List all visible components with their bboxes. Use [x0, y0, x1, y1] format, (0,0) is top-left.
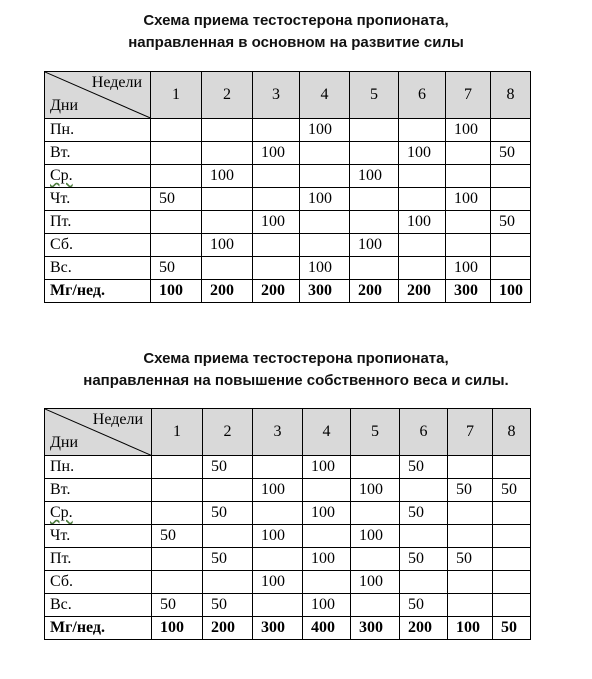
- table2-title-line-2: направленная на повышение собственного веса и силы.: [83, 372, 509, 389]
- dose-cell: [493, 548, 531, 571]
- table1-title-line-1: Схема приема тестостерона пропионата,: [143, 12, 449, 29]
- dose-cell: [151, 142, 202, 165]
- dose-cell: [203, 525, 253, 548]
- dose-cell: [151, 211, 202, 234]
- dose-cell: [399, 234, 446, 257]
- week-header-cell: 4: [300, 72, 350, 119]
- dose-cell: 50: [448, 479, 493, 502]
- days-header-label: Дни: [50, 434, 79, 451]
- dose-cell: 100: [446, 257, 491, 280]
- week-header-cell: 5: [350, 72, 399, 119]
- dose-cell: [152, 548, 203, 571]
- dose-cell: [491, 257, 531, 280]
- dose-cell: 100: [399, 142, 446, 165]
- dose-cell: [493, 571, 531, 594]
- dose-cell: [202, 211, 253, 234]
- dose-cell: 100: [300, 257, 350, 280]
- table-row: [45, 142, 531, 165]
- table-row: [45, 594, 531, 617]
- weeks-header-label: Недели: [92, 411, 143, 428]
- dose-cell: [350, 257, 399, 280]
- dose-cell: 100: [350, 234, 399, 257]
- total-row: [45, 280, 531, 303]
- dose-cell: 100: [300, 119, 350, 142]
- day-label-cell: Сб.: [45, 234, 151, 257]
- dose-cell: [448, 456, 493, 479]
- dose-cell: [151, 119, 202, 142]
- dose-cell: [253, 456, 303, 479]
- total-dose-cell: 50: [493, 617, 531, 640]
- total-dose-cell: 200: [203, 617, 253, 640]
- dose-cell: [253, 594, 303, 617]
- table2-title: [0, 348, 592, 392]
- dose-cell: 50: [152, 525, 203, 548]
- dose-cell: [491, 234, 531, 257]
- dose-cell: [400, 571, 448, 594]
- week-header-cell: 7: [446, 72, 491, 119]
- day-label-cell: Пн.: [45, 119, 151, 142]
- table-row: [45, 548, 531, 571]
- day-label-cell: Вс.: [45, 257, 151, 280]
- dose-cell: [351, 548, 400, 571]
- dose-cell: [493, 456, 531, 479]
- dose-cell: 100: [300, 188, 350, 211]
- dose-cell: 50: [203, 456, 253, 479]
- total-dose-cell: 200: [400, 617, 448, 640]
- week-header-cell: 2: [202, 72, 253, 119]
- dose-cell: [351, 456, 400, 479]
- dose-cell: [493, 525, 531, 548]
- dose-cell: [446, 142, 491, 165]
- dose-cell: [253, 234, 300, 257]
- dose-cell: 50: [203, 548, 253, 571]
- dose-cell: 50: [491, 211, 531, 234]
- table-row: [45, 479, 531, 502]
- dose-cell: 100: [351, 525, 400, 548]
- dose-cell: 50: [400, 594, 448, 617]
- dose-cell: [253, 188, 300, 211]
- dose-cell: [202, 257, 253, 280]
- total-dose-cell: 200: [350, 280, 399, 303]
- dose-cell: 100: [253, 571, 303, 594]
- total-dose-cell: 200: [202, 280, 253, 303]
- dose-cell: 100: [351, 571, 400, 594]
- corner-header-cell: [45, 409, 152, 456]
- dose-cell: 100: [446, 119, 491, 142]
- dose-cell: [448, 594, 493, 617]
- week-header-cell: 2: [203, 409, 253, 456]
- total-label-cell: Мг/нед.: [45, 280, 151, 303]
- week-header-cell: 1: [151, 72, 202, 119]
- day-label-cell: Пт.: [45, 211, 151, 234]
- dose-cell: [202, 188, 253, 211]
- dose-cell: 100: [303, 548, 351, 571]
- table-row: [45, 571, 531, 594]
- day-label-cell: Ср.: [45, 502, 152, 525]
- dose-cell: 50: [400, 502, 448, 525]
- dose-cell: 100: [253, 142, 300, 165]
- dose-cell: [446, 211, 491, 234]
- week-header-cell: 3: [253, 72, 300, 119]
- week-header-cell: 6: [400, 409, 448, 456]
- week-header-cell: 6: [399, 72, 446, 119]
- dose-cell: [303, 525, 351, 548]
- dose-cell: [399, 188, 446, 211]
- dose-cell: [300, 142, 350, 165]
- dose-cell: [303, 571, 351, 594]
- dose-cell: 50: [151, 257, 202, 280]
- dose-cell: 50: [151, 188, 202, 211]
- dose-cell: [400, 479, 448, 502]
- table-row: [45, 456, 531, 479]
- dose-cell: [253, 257, 300, 280]
- dose-cell: 100: [303, 594, 351, 617]
- week-header-cell: 5: [351, 409, 400, 456]
- day-label-cell: Пт.: [45, 548, 152, 571]
- day-label-cell: Пн.: [45, 456, 152, 479]
- dose-cell: [152, 571, 203, 594]
- schedule-table-weight-strength: [44, 408, 531, 640]
- dose-cell: [399, 165, 446, 188]
- week-header-cell: 1: [152, 409, 203, 456]
- dose-cell: 50: [400, 548, 448, 571]
- dose-cell: 100: [253, 479, 303, 502]
- dose-cell: 100: [446, 188, 491, 211]
- days-header-label: Дни: [50, 97, 79, 114]
- table-row: [45, 165, 531, 188]
- week-header-cell: 8: [493, 409, 531, 456]
- dose-cell: [303, 479, 351, 502]
- dose-cell: 50: [491, 142, 531, 165]
- dose-cell: [446, 165, 491, 188]
- table-row: [45, 234, 531, 257]
- dose-cell: 100: [202, 234, 253, 257]
- day-label-cell: Вс.: [45, 594, 152, 617]
- table2-title-line-1: Схема приема тестостерона пропионата,: [143, 350, 449, 367]
- dose-cell: 50: [203, 502, 253, 525]
- dose-cell: [253, 165, 300, 188]
- day-label-cell: Чт.: [45, 525, 152, 548]
- day-label-cell: Ср.: [45, 165, 151, 188]
- dose-cell: 100: [303, 456, 351, 479]
- dose-cell: 50: [203, 594, 253, 617]
- header-row: [45, 409, 531, 456]
- table1-title: [0, 10, 592, 54]
- dose-cell: [152, 479, 203, 502]
- dose-cell: [350, 119, 399, 142]
- table1-title-line-2: направленная в основном на развитие силы: [128, 34, 464, 51]
- total-dose-cell: 300: [351, 617, 400, 640]
- dose-cell: [152, 456, 203, 479]
- total-dose-cell: 300: [253, 617, 303, 640]
- dose-cell: [203, 479, 253, 502]
- total-dose-cell: 200: [399, 280, 446, 303]
- week-header-cell: 4: [303, 409, 351, 456]
- table-row: [45, 502, 531, 525]
- dose-cell: 50: [448, 548, 493, 571]
- total-dose-cell: 100: [151, 280, 202, 303]
- total-row: [45, 617, 531, 640]
- total-label-cell: Мг/нед.: [45, 617, 152, 640]
- dose-cell: 100: [303, 502, 351, 525]
- dose-cell: [399, 119, 446, 142]
- dose-cell: [253, 548, 303, 571]
- schedule-table-strength: [44, 71, 531, 303]
- corner-header-cell: [45, 72, 151, 119]
- dose-cell: [491, 188, 531, 211]
- dose-cell: [151, 165, 202, 188]
- dose-cell: [253, 502, 303, 525]
- dose-cell: [491, 119, 531, 142]
- dose-cell: 100: [253, 525, 303, 548]
- total-dose-cell: 100: [152, 617, 203, 640]
- week-header-cell: 7: [448, 409, 493, 456]
- dose-cell: [253, 119, 300, 142]
- dose-cell: [350, 188, 399, 211]
- table-row: [45, 119, 531, 142]
- dose-cell: [448, 525, 493, 548]
- week-header-cell: 3: [253, 409, 303, 456]
- table-row: [45, 211, 531, 234]
- total-dose-cell: 400: [303, 617, 351, 640]
- total-dose-cell: 100: [448, 617, 493, 640]
- dose-cell: [446, 234, 491, 257]
- total-dose-cell: 200: [253, 280, 300, 303]
- day-label-cell: Сб.: [45, 571, 152, 594]
- dose-cell: [350, 142, 399, 165]
- dose-cell: [300, 211, 350, 234]
- dose-cell: [202, 119, 253, 142]
- dose-cell: [448, 502, 493, 525]
- dose-cell: [202, 142, 253, 165]
- day-label-cell: Чт.: [45, 188, 151, 211]
- dose-cell: 100: [253, 211, 300, 234]
- day-label-cell: Вт.: [45, 142, 151, 165]
- dose-cell: [300, 234, 350, 257]
- dose-cell: [491, 165, 531, 188]
- header-row: [45, 72, 531, 119]
- dose-cell: [152, 502, 203, 525]
- dose-cell: 100: [202, 165, 253, 188]
- table-row: [45, 188, 531, 211]
- dose-cell: [400, 525, 448, 548]
- total-dose-cell: 100: [491, 280, 531, 303]
- dose-cell: [351, 502, 400, 525]
- dose-cell: [399, 257, 446, 280]
- dose-cell: 50: [400, 456, 448, 479]
- dose-cell: 100: [350, 165, 399, 188]
- dose-cell: [448, 571, 493, 594]
- dose-cell: [300, 165, 350, 188]
- week-header-cell: 8: [491, 72, 531, 119]
- dose-cell: [151, 234, 202, 257]
- dose-cell: [493, 502, 531, 525]
- dose-cell: [351, 594, 400, 617]
- day-label-cell: Вт.: [45, 479, 152, 502]
- table-row: [45, 525, 531, 548]
- dose-cell: 50: [493, 479, 531, 502]
- total-dose-cell: 300: [300, 280, 350, 303]
- dose-cell: 50: [152, 594, 203, 617]
- dose-cell: 100: [399, 211, 446, 234]
- dose-cell: [203, 571, 253, 594]
- dose-cell: [493, 594, 531, 617]
- dose-cell: [350, 211, 399, 234]
- dose-cell: 100: [351, 479, 400, 502]
- table-row: [45, 257, 531, 280]
- weeks-header-label: Недели: [91, 74, 142, 91]
- total-dose-cell: 300: [446, 280, 491, 303]
